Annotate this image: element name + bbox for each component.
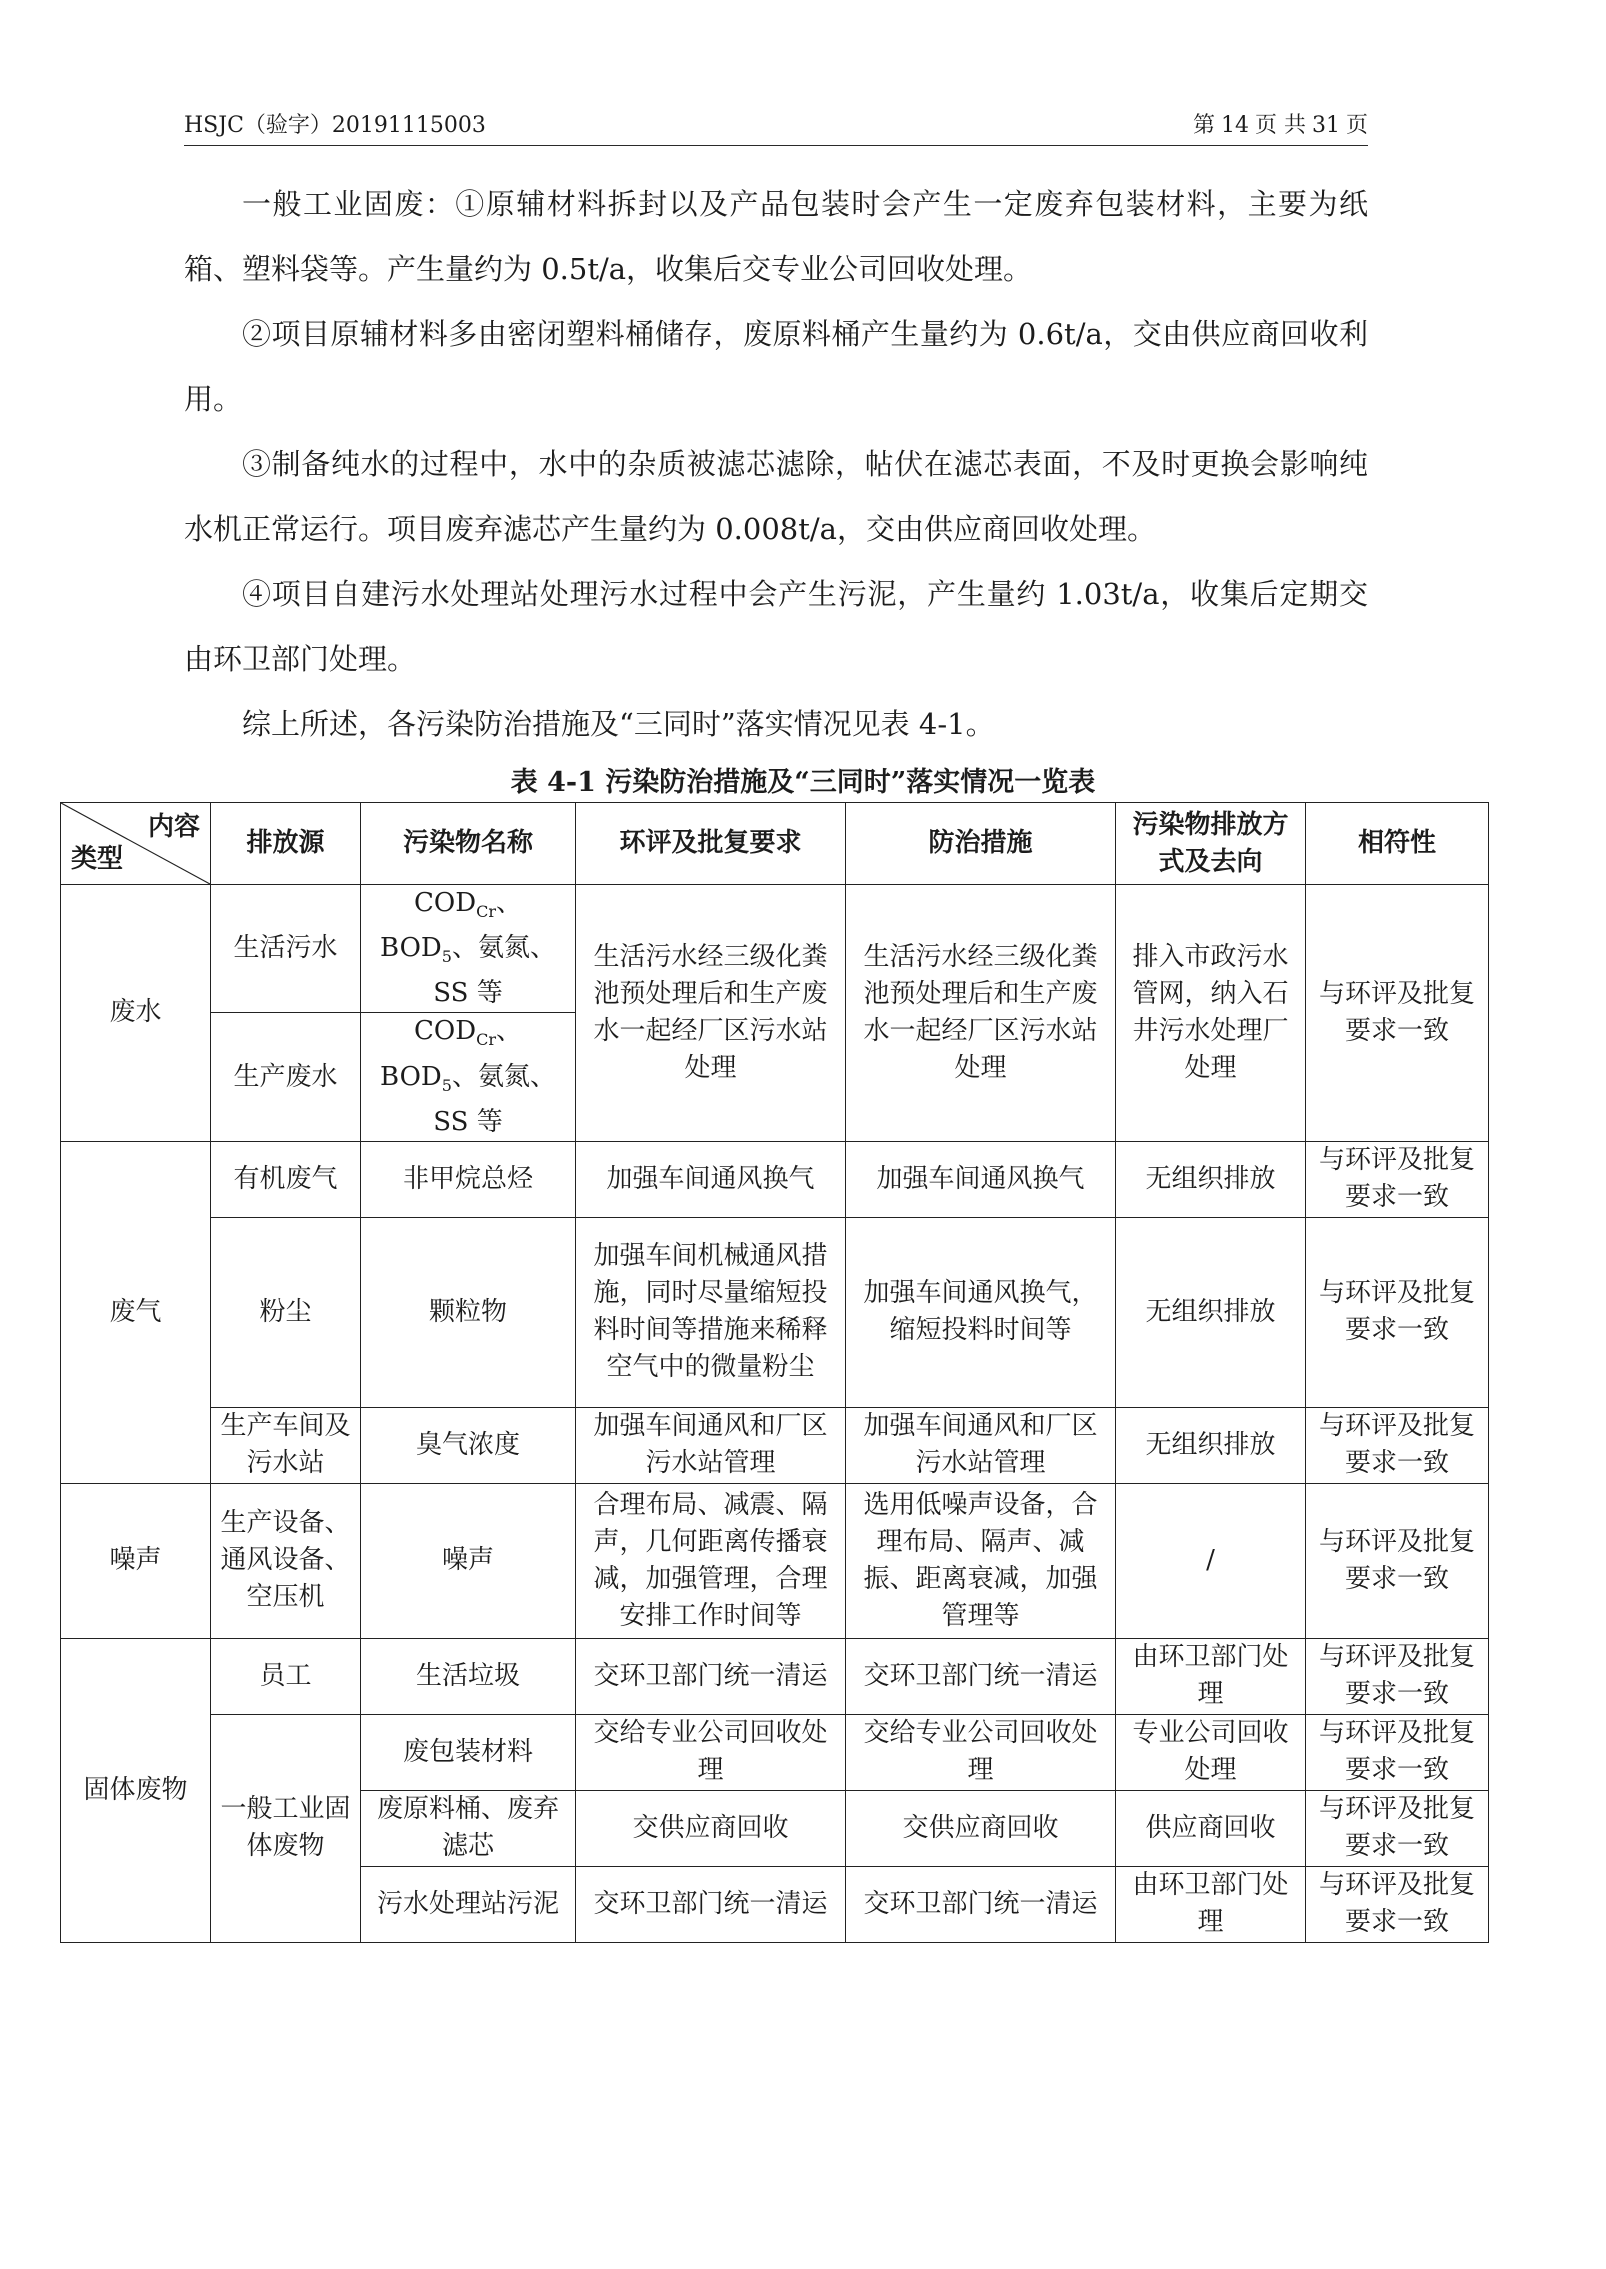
discharge-cell: 由环卫部门处理 <box>1116 1866 1306 1942</box>
header-conformity: 相符性 <box>1306 803 1489 885</box>
type-cell: 噪声 <box>61 1483 211 1638</box>
eia-cell: 合理布局、减震、隔声，几何距离传播衰减，加强管理，合理安排工作时间等 <box>576 1483 846 1638</box>
eia-cell: 加强车间通风换气 <box>576 1141 846 1217</box>
type-cell: 固体废物 <box>61 1638 211 1942</box>
table-row <box>61 1217 1489 1407</box>
conformity-cell: 与环评及批复要求一致 <box>1306 1638 1489 1714</box>
header-eia: 环评及批复要求 <box>576 803 846 885</box>
table-row <box>61 1483 1489 1638</box>
conformity-cell: 与环评及批复要求一致 <box>1306 885 1489 1142</box>
conformity-cell: 与环评及批复要求一致 <box>1306 1483 1489 1638</box>
paragraph: 一般工业固废：①原辅材料拆封以及产品包装时会产生一定废弃包装材料，主要为纸箱、塑料袋等。产生量约为 0.5t/a，收集后交专业公司回收处理。 <box>184 187 1368 286</box>
diagonal-header-cell: 内容 类型 <box>61 803 211 885</box>
table-title: 表 4-1 污染防治措施及“三同时”落实情况一览表 <box>510 767 1096 798</box>
eia-cell: 交环卫部门统一清运 <box>576 1866 846 1942</box>
measure-cell: 交给专业公司回收处理 <box>846 1714 1116 1790</box>
pollutant-cell: 非甲烷总烃 <box>361 1141 576 1217</box>
discharge-cell: / <box>1116 1483 1306 1638</box>
table-row <box>61 1714 1489 1790</box>
eia-cell: 交环卫部门统一清运 <box>576 1638 846 1714</box>
eia-cell: 交供应商回收 <box>576 1790 846 1866</box>
pollutant-cell: 臭气浓度 <box>361 1407 576 1483</box>
discharge-cell: 供应商回收 <box>1116 1790 1306 1866</box>
discharge-cell: 由环卫部门处理 <box>1116 1638 1306 1714</box>
source-cell: 一般工业固体废物 <box>211 1714 361 1942</box>
table-row <box>61 885 1489 1013</box>
page-header <box>184 108 1368 146</box>
source-cell: 生产车间及污水站 <box>211 1407 361 1483</box>
pollutant-cell: 废包装材料 <box>361 1714 576 1790</box>
conformity-cell: 与环评及批复要求一致 <box>1306 1217 1489 1407</box>
eia-cell: 交给专业公司回收处理 <box>576 1714 846 1790</box>
source-cell: 粉尘 <box>211 1217 361 1407</box>
type-cell: 废水 <box>61 885 211 1142</box>
paragraph: ③制备纯水的过程中，水中的杂质被滤芯滤除，帖伏在滤芯表面，不及时更换会影响纯水机正常运行。项目废弃滤芯产生量约为 0.008t/a，交由供应商回收处理。 <box>184 447 1368 546</box>
table-header-row <box>61 803 1489 885</box>
source-cell: 生活污水 <box>211 885 361 1013</box>
discharge-cell: 无组织排放 <box>1116 1217 1306 1407</box>
measure-cell: 交供应商回收 <box>846 1790 1116 1866</box>
measure-cell: 选用低噪声设备，合理布局、隔声、减振、距离衰减，加强管理等 <box>846 1483 1116 1638</box>
page-number: 第 14 页 共 31 页 <box>1192 113 1368 138</box>
paragraph: 综上所述，各污染防治措施及“三同时”落实情况见表 4-1。 <box>242 707 995 741</box>
table-row <box>61 1407 1489 1483</box>
measure-cell: 生活污水经三级化粪池预处理后和生产废水一起经厂区污水站处理 <box>846 885 1116 1142</box>
table-row <box>61 1638 1489 1714</box>
pollutant-cell: 生活垃圾 <box>361 1638 576 1714</box>
header-source: 排放源 <box>211 803 361 885</box>
pollutant-cell: 噪声 <box>361 1483 576 1638</box>
discharge-cell: 无组织排放 <box>1116 1141 1306 1217</box>
header-measure: 防治措施 <box>846 803 1116 885</box>
discharge-cell: 排入市政污水管网，纳入石井污水处理厂处理 <box>1116 885 1306 1142</box>
paragraph: ②项目原辅材料多由密闭塑料桶储存，废原料桶产生量约为 0.6t/a，交由供应商回收利用。 <box>184 317 1368 416</box>
eia-cell: 加强车间通风和厂区污水站管理 <box>576 1407 846 1483</box>
eia-cell: 生活污水经三级化粪池预处理后和生产废水一起经厂区污水站处理 <box>576 885 846 1142</box>
source-cell: 有机废气 <box>211 1141 361 1217</box>
measure-cell: 交环卫部门统一清运 <box>846 1638 1116 1714</box>
measure-cell: 加强车间通风和厂区污水站管理 <box>846 1407 1116 1483</box>
conformity-cell: 与环评及批复要求一致 <box>1306 1407 1489 1483</box>
body-text <box>184 172 1368 757</box>
type-cell: 废气 <box>61 1141 211 1483</box>
pollutant-cell: 废原料桶、废弃滤芯 <box>361 1790 576 1866</box>
pollutant-cell: 污水处理站污泥 <box>361 1866 576 1942</box>
table-row <box>61 1141 1489 1217</box>
pollutant-cell: $COD_{Cr}$、$BOD_5$、氨氮、SS 等 <box>361 1013 576 1141</box>
conformity-cell: 与环评及批复要求一致 <box>1306 1790 1489 1866</box>
pollutant-cell: 颗粒物 <box>361 1217 576 1407</box>
eia-cell: 加强车间机械通风措施，同时尽量缩短投料时间等措施来稀释空气中的微量粉尘 <box>576 1217 846 1407</box>
conformity-cell: 与环评及批复要求一致 <box>1306 1866 1489 1942</box>
header-pollutant: 污染物名称 <box>361 803 576 885</box>
header-discharge: 污染物排放方式及去向 <box>1116 803 1306 885</box>
paragraph: ④项目自建污水处理站处理污水过程中会产生污泥，产生量约 1.03t/a，收集后定期交由环卫部门处理。 <box>184 577 1368 676</box>
measure-cell: 交环卫部门统一清运 <box>846 1866 1116 1942</box>
document-id: HSJC（验字）20191115003 <box>184 113 486 138</box>
pollutant-cell: $COD_{Cr}$、$BOD_5$、氨氮、SS 等 <box>361 885 576 1013</box>
source-cell: 生产废水 <box>211 1013 361 1141</box>
pollution-control-table <box>60 802 1489 1943</box>
discharge-cell: 无组织排放 <box>1116 1407 1306 1483</box>
measure-cell: 加强车间通风换气 <box>846 1141 1116 1217</box>
source-cell: 员工 <box>211 1638 361 1714</box>
measure-cell: 加强车间通风换气，缩短投料时间等 <box>846 1217 1116 1407</box>
source-cell: 生产设备、通风设备、空压机 <box>211 1483 361 1638</box>
conformity-cell: 与环评及批复要求一致 <box>1306 1714 1489 1790</box>
conformity-cell: 与环评及批复要求一致 <box>1306 1141 1489 1217</box>
discharge-cell: 专业公司回收处理 <box>1116 1714 1306 1790</box>
